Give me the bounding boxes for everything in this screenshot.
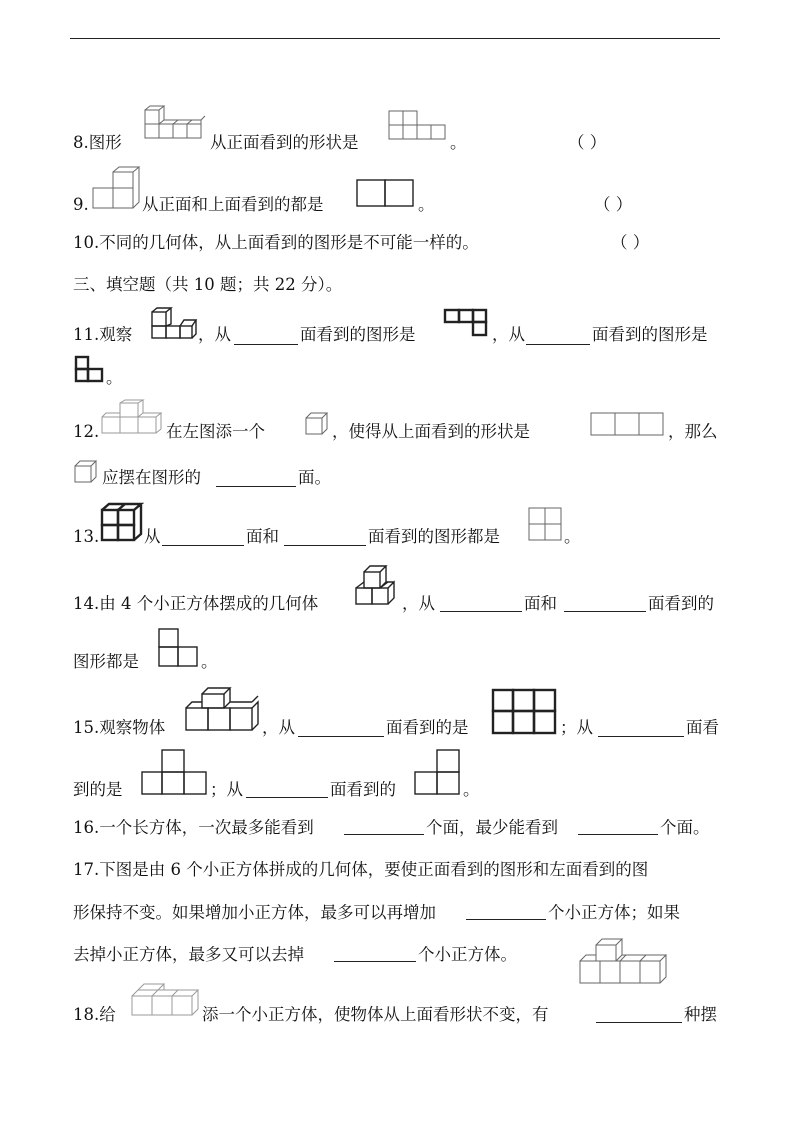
q11-end: 。 (106, 368, 123, 387)
q11-text-b: 面看到的图形是 (300, 325, 416, 344)
q11-text-c: ，从 (492, 325, 525, 344)
q12-cube-figure-icon (100, 399, 162, 437)
q14-text-c: 面和 (524, 594, 557, 613)
q15-view-2-icon (140, 748, 208, 796)
q11-cube-figure-icon (150, 306, 198, 340)
q15-text-g: ；从 (210, 780, 243, 799)
q9-middle-text: 从正面和上面看到的都是 (142, 195, 324, 214)
q9-answer-paren[interactable]: （ ） (594, 195, 633, 214)
q16-text-b: 个面，最少能看到 (426, 818, 558, 837)
q13-text-a: 从 (144, 527, 161, 546)
q15-text-h: 面看到的 (330, 780, 396, 799)
q13-text-c: 面看到的图形都是 (368, 527, 500, 546)
q11-view-1-icon (443, 308, 489, 338)
q17-line-1: 17.下图是由 6 个小正方体拼成的几何体，要使正面看到的图形和左面看到的图 (73, 860, 649, 879)
q9-view-icon (355, 178, 415, 208)
q11-blank-2[interactable] (526, 344, 590, 345)
q10-text: 10.不同的几何体，从上面看到的图形是不可能一样的。 (73, 233, 479, 252)
q15-text-c: 面看到的是 (386, 718, 469, 737)
q12-text-a: 在左图添一个 (166, 422, 265, 441)
q12-small-cube-2-icon (73, 460, 99, 484)
q13-blank-1[interactable] (162, 545, 244, 546)
q18-text-a: 18.给 (73, 1005, 116, 1024)
q17-line-3a: 去掉小正方体，最多又可以去掉 (73, 945, 304, 964)
q14-end: 。 (201, 652, 218, 671)
q15-text-a: 15.观察物体 (73, 718, 166, 737)
q13-end: 。 (564, 527, 581, 546)
q16-text-c: 个面。 (660, 818, 710, 837)
q12-small-cube-icon (304, 412, 330, 436)
q18-text-b: 添一个小正方体，使物体从上面看形状不变，有 (202, 1005, 549, 1024)
q14-blank-1[interactable] (440, 611, 522, 612)
q11-prefix: 11.观察 (73, 325, 133, 344)
q14-view-icon (157, 627, 199, 669)
q13-blank-2[interactable] (284, 545, 366, 546)
q15-view-1-icon (491, 688, 557, 736)
q17-blank-1[interactable] (466, 919, 546, 920)
q15-text-e: 面看 (686, 718, 719, 737)
q9-cube-figure-icon (92, 166, 140, 210)
q16-blank-1[interactable] (344, 834, 424, 835)
q15-text-f: 到的是 (73, 780, 123, 799)
q8-answer-paren[interactable]: （ ） (568, 133, 607, 152)
q15-blank-2[interactable] (598, 736, 684, 737)
q14-cube-figure-icon (354, 558, 400, 608)
q8-cube-figure-icon (143, 106, 205, 146)
q13-view-icon (527, 506, 563, 542)
q17-line-2b: 个小正方体；如果 (548, 903, 680, 922)
q14-text-e: 图形都是 (73, 652, 139, 671)
q10-answer-paren[interactable]: （ ） (611, 233, 650, 252)
q13-cube-figure-icon (100, 502, 144, 542)
q15-end: 。 (463, 780, 480, 799)
section-3-heading: 三、填空题（共 10 题；共 22 分）。 (73, 275, 343, 294)
q12-text-b: ，使得从上面看到的形状是 (332, 422, 530, 441)
q15-cube-figure-icon (184, 686, 260, 734)
q11-text-a: ，从 (198, 325, 231, 344)
q18-text-c: 种摆 (684, 1005, 717, 1024)
q8-front-view-icon (388, 110, 446, 142)
q17-line-3b: 个小正方体。 (418, 945, 517, 964)
q8-end: 。 (450, 133, 467, 152)
q12-text-e: 面。 (298, 468, 331, 487)
q8-middle-text: 从正面看到的形状是 (210, 133, 359, 152)
q12-text-c: ，那么 (668, 422, 718, 441)
q12-prefix: 12. (73, 422, 100, 441)
header-rule (70, 38, 720, 39)
q15-view-3-icon (413, 748, 461, 796)
q16-text-a: 16.一个长方体，一次最多能看到 (73, 818, 314, 837)
q15-blank-3[interactable] (246, 797, 328, 798)
q15-text-b: ，从 (262, 718, 295, 737)
q18-cube-figure-icon (130, 982, 200, 1018)
q11-blank-1[interactable] (234, 344, 298, 345)
q14-text-a: 14.由 4 个小正方体摆成的几何体 (73, 594, 319, 613)
q17-cube-figure-icon (578, 935, 670, 987)
q13-text-b: 面和 (246, 527, 279, 546)
q16-blank-2[interactable] (578, 834, 658, 835)
q12-text-d: 应摆在图形的 (102, 468, 201, 487)
q15-blank-1[interactable] (298, 736, 384, 737)
q14-text-b: ，从 (402, 594, 435, 613)
q9-prefix: 9. (73, 195, 89, 214)
q9-end: 。 (418, 195, 435, 214)
q8-prefix: 8.图形 (73, 133, 122, 152)
q11-text-d: 面看到的图形是 (592, 325, 708, 344)
q11-view-2-icon (74, 355, 106, 385)
q12-blank[interactable] (216, 486, 296, 487)
q13-prefix: 13. (73, 527, 100, 546)
q17-line-2a: 形保持不变。如果增加小正方体，最多可以再增加 (73, 903, 436, 922)
q14-text-d: 面看到的 (648, 594, 714, 613)
q12-top-view-icon (589, 411, 665, 437)
q14-blank-2[interactable] (564, 611, 646, 612)
q15-text-d: ；从 (560, 718, 593, 737)
q17-blank-2[interactable] (334, 961, 416, 962)
q18-blank[interactable] (596, 1022, 682, 1023)
